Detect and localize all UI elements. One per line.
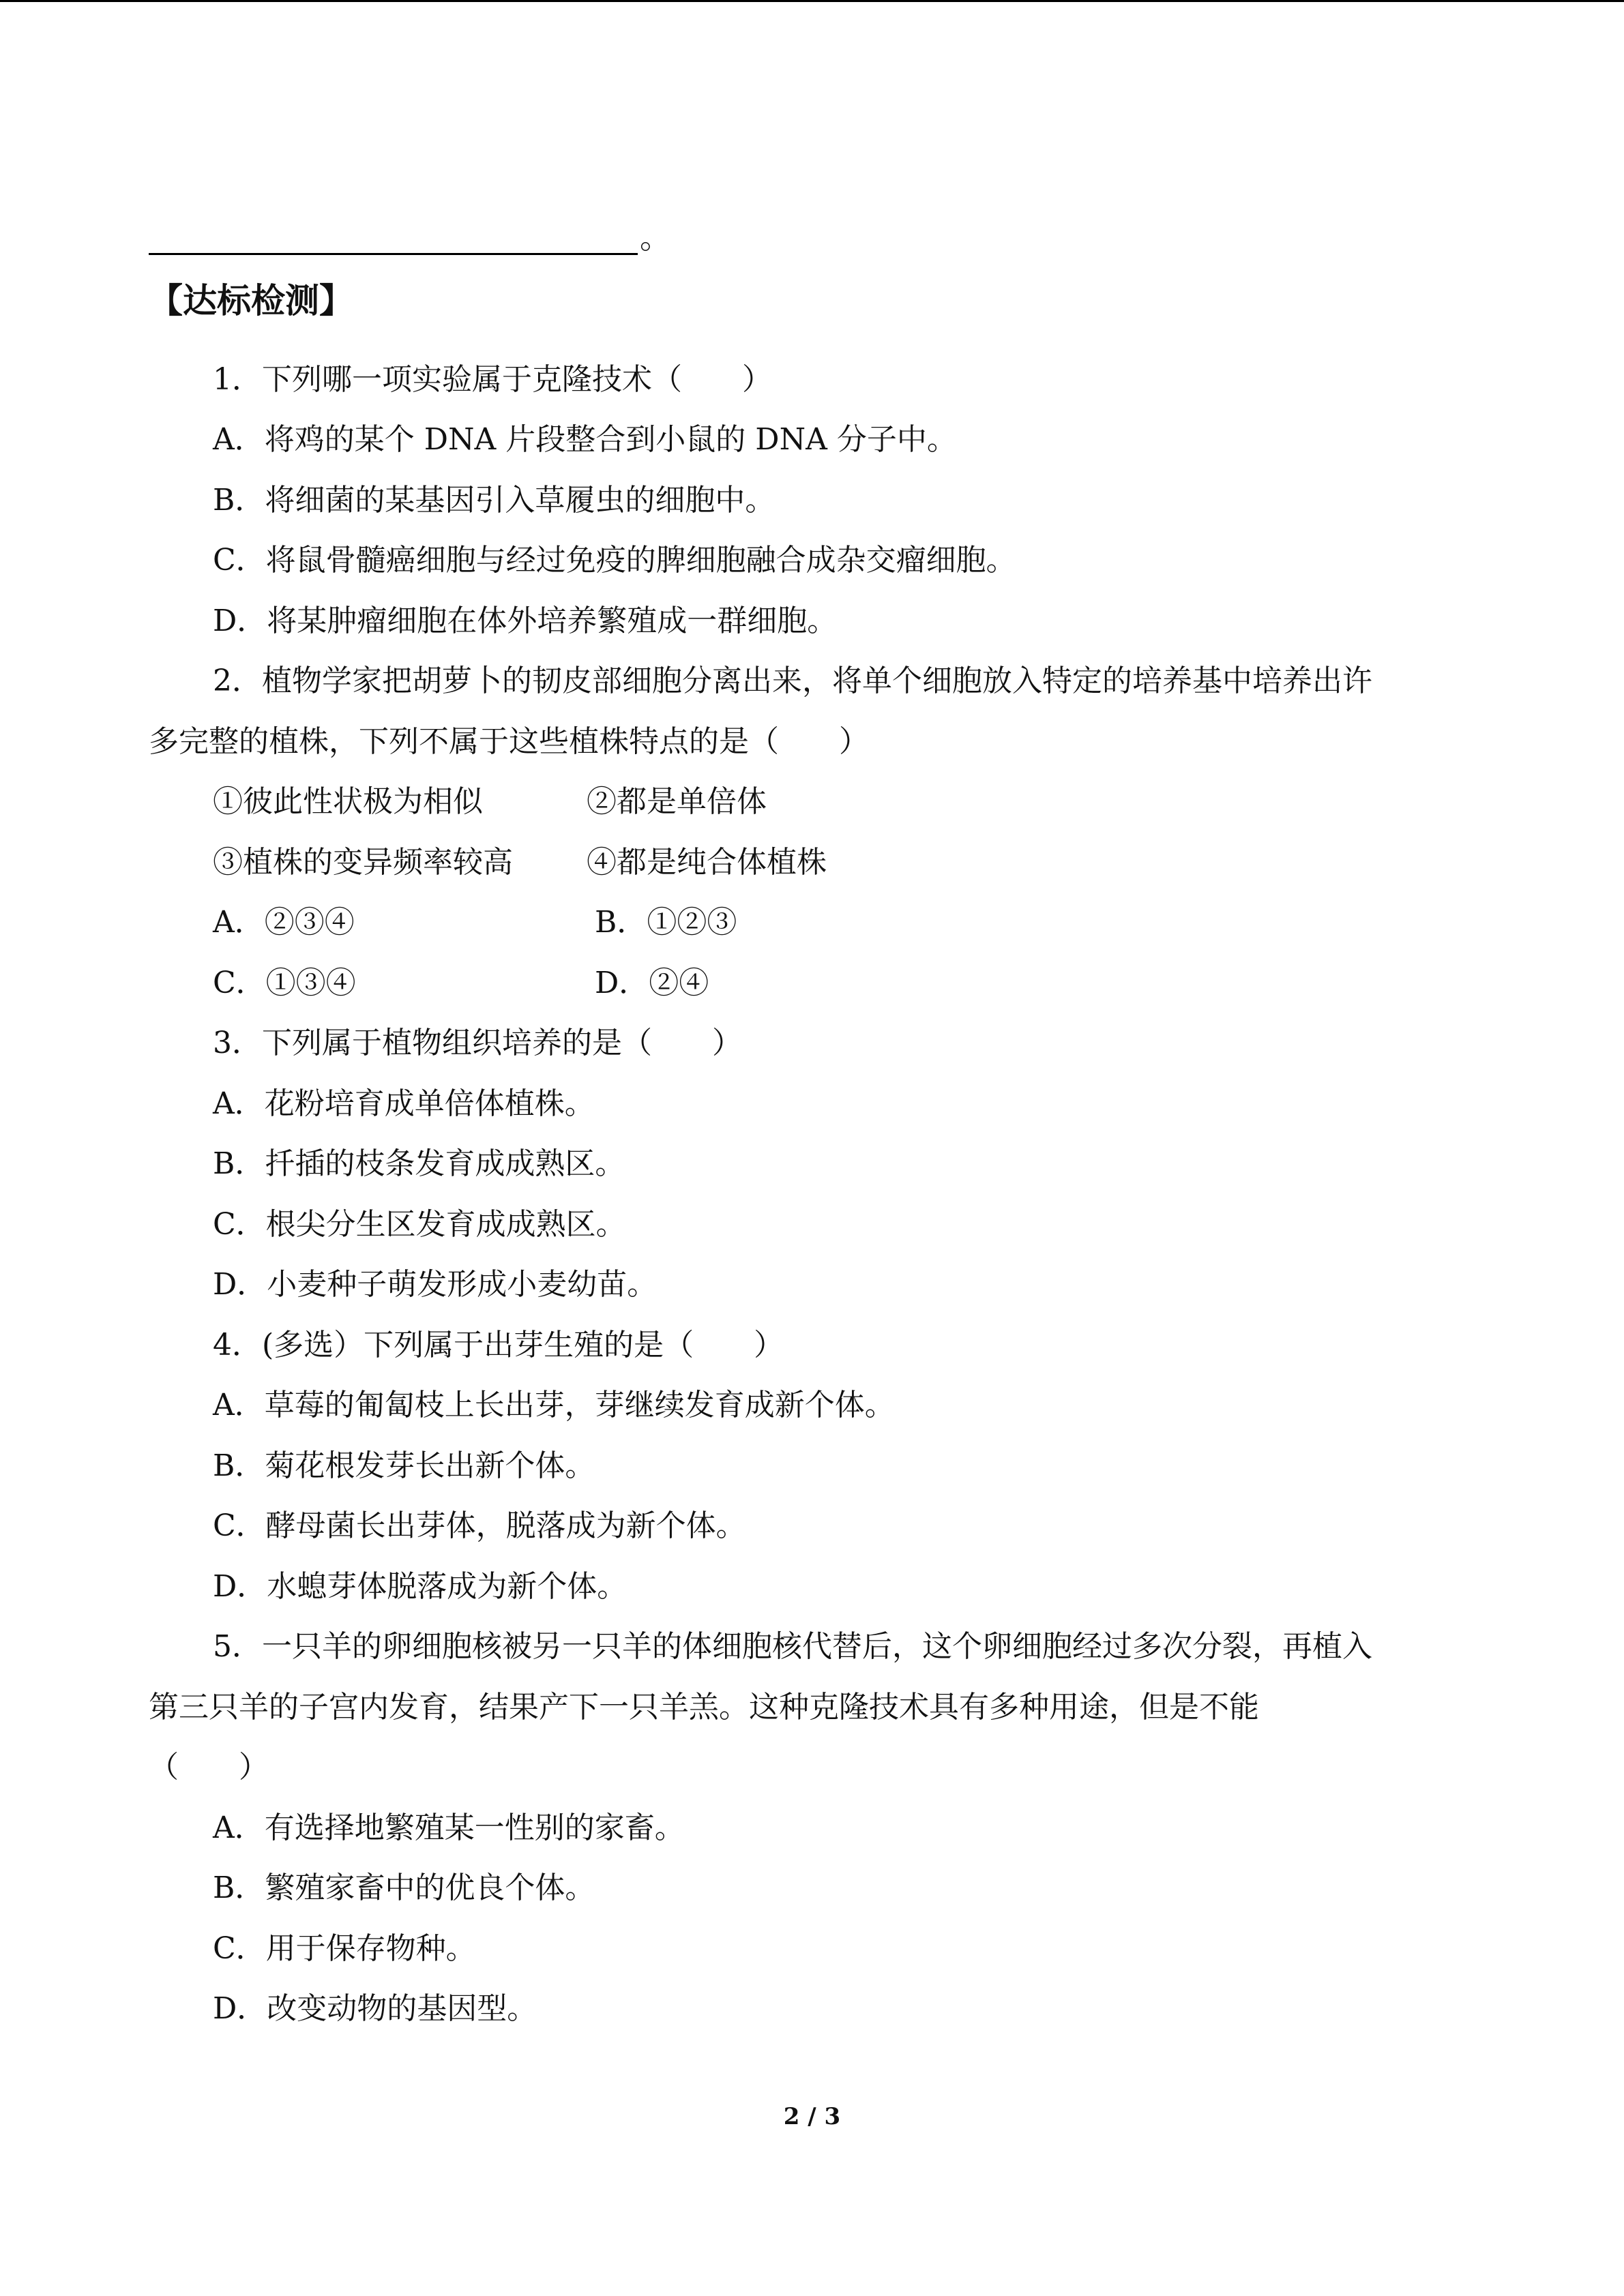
section-heading: 【达标检测】 xyxy=(149,281,353,320)
question-1-option-d: D．将某肿瘤细胞在体外培养繁殖成一群细胞。 xyxy=(213,603,838,638)
fill-in-blank-line xyxy=(149,253,638,255)
question-3-option-c: C．根尖分生区发育成成熟区。 xyxy=(213,1207,626,1242)
question-1-option-a: A．将鸡的某个 DNA 片段整合到小鼠的 DNA 分子中。 xyxy=(213,422,957,457)
question-1-stem: 1．下列哪一项实验属于克隆技术（ ） xyxy=(213,362,772,397)
question-2-option-d: D．②④ xyxy=(595,966,709,1000)
question-1-option-c: C．将鼠骨髓癌细胞与经过免疫的脾细胞融合成杂交瘤细胞。 xyxy=(213,543,1016,578)
question-5-stem-line-1: 5．一只羊的卵细胞核被另一只羊的体细胞核代替后，这个卵细胞经过多次分裂，再植入 xyxy=(213,1629,1372,1664)
question-5-stem-line-3: （ ） xyxy=(149,1750,269,1785)
question-5-option-a: A．有选择地繁殖某一性别的家畜。 xyxy=(213,1810,685,1845)
question-4-option-b: B．菊花根发芽长出新个体。 xyxy=(213,1448,595,1483)
question-3-option-b: B．扦插的枝条发育成成熟区。 xyxy=(213,1146,625,1181)
question-2-stem-line-1: 2．植物学家把胡萝卜的韧皮部细胞分离出来，将单个细胞放入特定的培养基中培养出许 xyxy=(213,664,1372,698)
question-2-statement-4: ④都是纯合体植株 xyxy=(587,845,827,880)
question-4-option-d: D．水螅芽体脱落成为新个体。 xyxy=(213,1569,628,1604)
question-2-option-c: C．①③④ xyxy=(213,966,356,1000)
question-5-option-d: D．改变动物的基因型。 xyxy=(213,1991,537,2026)
question-5-option-b: B．繁殖家畜中的优良个体。 xyxy=(213,1870,595,1905)
question-4-option-c: C．酵母菌长出芽体，脱落成为新个体。 xyxy=(213,1508,746,1543)
question-5-stem-line-2: 第三只羊的子宫内发育，结果产下一只羊羔。这种克隆技术具有多种用途，但是不能 xyxy=(149,1690,1259,1725)
question-3-option-d: D．小麦种子萌发形成小麦幼苗。 xyxy=(213,1267,658,1302)
question-2-statement-1: ①彼此性状极为相似 xyxy=(213,784,483,819)
question-5-option-c: C．用于保存物种。 xyxy=(213,1931,476,1966)
question-4-stem: 4．(多选）下列属于出芽生殖的是（ ） xyxy=(213,1328,784,1362)
question-4-option-a: A．草莓的匍匐枝上长出芽，芽继续发育成新个体。 xyxy=(213,1388,895,1422)
blank-period: 。 xyxy=(640,219,671,256)
question-3-option-a: A．花粉培育成单倍体植株。 xyxy=(213,1086,595,1121)
page-number: 2 / 3 xyxy=(783,2103,841,2130)
question-2-option-b: B．①②③ xyxy=(595,905,737,940)
question-2-option-a: A．②③④ xyxy=(213,905,355,940)
question-2-statement-2: ②都是单倍体 xyxy=(587,784,767,819)
question-2-stem-line-2: 多完整的植株，下列不属于这些植株特点的是（ ） xyxy=(149,724,869,759)
question-2-statement-3: ③植株的变异频率较高 xyxy=(213,845,513,880)
top-border xyxy=(0,0,1624,2)
question-3-stem: 3．下列属于植物组织培养的是（ ） xyxy=(213,1026,742,1060)
question-1-option-b: B．将细菌的某基因引入草履虫的细胞中。 xyxy=(213,483,776,518)
